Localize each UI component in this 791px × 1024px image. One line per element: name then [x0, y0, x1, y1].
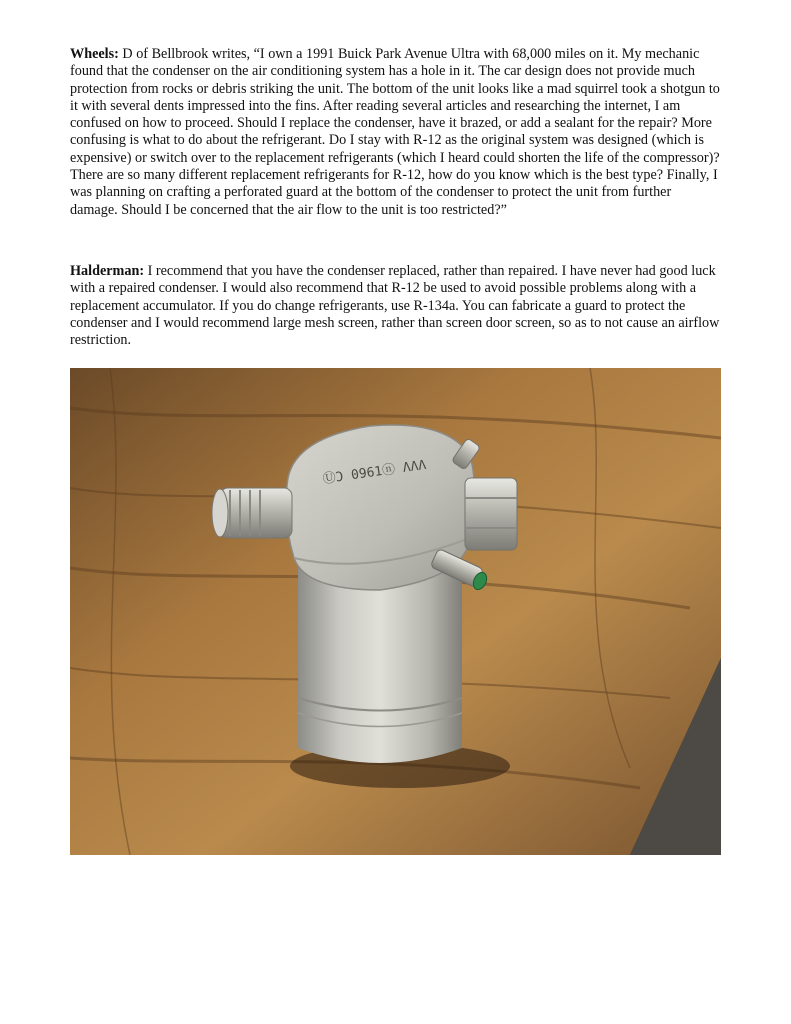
question-text: D of Bellbrook writes, “I own a 1991 Buick Park Avenue Ultra with 68,000 miles on it. My mechanic found that the condenser on the air conditioning system has a hole in it. The car design does not provide much protection from rocks or debris striking the unit. The bottom of the unit looks like a mad squirrel took a shotgun to it with several dents impressed into the fins. After reading several articles and researching the internet, I am confused on how to proceed. Should I replace the condenser, have it brazed, or add a sealant for the repair? More confusing is what to do about the refrigerant. Do I stay with R-12 as the original system was designed (which is expensive) or switch over to the replacement refrigerants (which I heard could shorten the life of the compressor)? There are so many different replacement refrigerants for R-12, how do you know which is the best type? Finally, I was planning on crafting a perforated guard at the bottom of the condenser to protect the unit from further damage. Should I be concerned that the air flow to the unit is too restricted?”: [70, 46, 720, 218]
accumulator-illustration: [70, 368, 721, 855]
answer-text: I recommend that you have the condenser replaced, rather than repaired. I have never had good luck with a repaired condenser. I would also recommend that R-12 be used to avoid possible problems along with a replacement accumulator. If you do change refrigerants, use R-134a. You can fabricate a guard to protect the condenser and I would recommend large mesh screen, rather than screen door screen, so as to not cause an airflow restriction.: [70, 263, 720, 349]
left-fitting: [212, 488, 292, 538]
stamp-text: ⓊƆ 0961ⓝ ΛΛΛ: [321, 457, 428, 488]
question-speaker: Wheels:: [70, 46, 119, 62]
answer-speaker: Halderman:: [70, 263, 145, 279]
accumulator-photo: [70, 368, 721, 855]
answer-paragraph: [70, 263, 722, 349]
question-paragraph: [70, 46, 722, 219]
right-nut-fitting: [465, 478, 517, 550]
